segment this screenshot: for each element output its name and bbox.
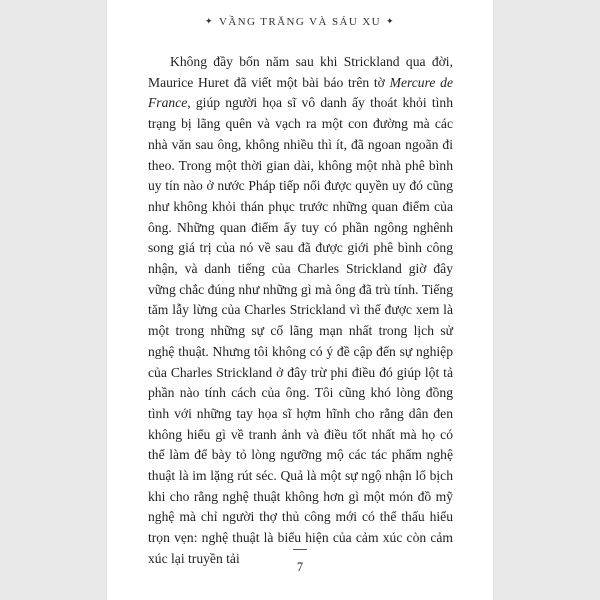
body-text (148, 52, 453, 570)
book-title: VẦNG TRĂNG VÀ SÁU XU (218, 16, 382, 28)
publication-name: Mercure de France (148, 74, 453, 111)
ornament-right-icon: ✦ (386, 16, 395, 26)
book-page (107, 0, 493, 600)
folio-rule (293, 549, 307, 550)
text-segment: Không đầy bốn năm sau khi Strickland qua đời, Maurice Huret đã viết một bài báo trên tờ (148, 54, 453, 90)
running-header (107, 16, 493, 28)
paragraph (148, 52, 453, 570)
page-number: 7 (296, 560, 304, 574)
text-segment: , giúp người họa sĩ vô danh ấy thoát khỏi tình trạng bị lãng quên và vạch ra một con đường mà các nhà văn sau ông, không nhiều thì ít, đã ngoan ngoãn đi theo. Trong một thời gian dài, không một nhà phê bình uy tín nào ở nước Pháp tiếp nối được quyền uy đó cũng như không khỏi thán phục trước những quan điểm của ông. Những quan điểm ấy tuy có phần ngông nghênh song giá trị của nó về sau đã được giới phê bình công nhận, và danh tiếng của Charles Strickland giờ đây vững chắc đúng như những gì mà ông đã trù tính. Tiếng tăm lẫy lừng của Charles Strickland vì thế được xem là một trong những sự cố lãng mạn nhất trong lịch sử nghệ thuật. Nhưng tôi không có ý đề cập đến sự nghiệp của Charles Strickland ở đây trừ phi điều đó giúp lột tả phần nào tính cách của ông. Tôi cũng khó lòng đồng tình với những tay họa sĩ hợm hĩnh cho rằng dân đen không hiểu gì về tranh ảnh và điều tốt nhất mà họ có thể làm để bày tỏ lòng ngưỡng mộ các tác phẩm nghệ thuật là im lặng rút séc. Quả là một sự ngộ nhận lố bịch khi cho rằng nghệ thuật không hơn gì một món đồ mỹ nghệ mà chỉ người thợ thủ công mới có thể thấu hiểu trọn vẹn: nghệ thuật là biểu hiện của cảm xúc còn cảm xúc lại truyền tải (148, 95, 453, 566)
ornament-left-icon: ✦ (205, 16, 214, 26)
